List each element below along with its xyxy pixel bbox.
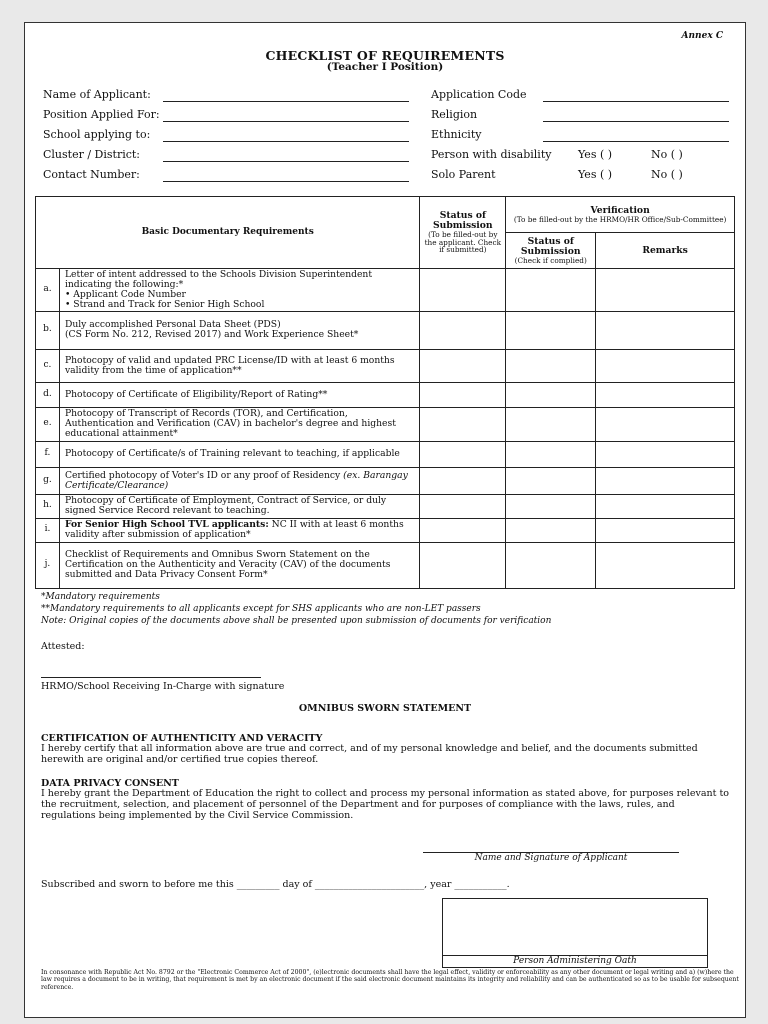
- header-status2-title: Status of Submission: [520, 235, 581, 257]
- remarks-cell[interactable]: [596, 518, 735, 542]
- status-cell[interactable]: [420, 467, 506, 494]
- application-code-input-line[interactable]: [543, 101, 729, 102]
- table-row: [36, 407, 735, 441]
- row-text-line: Photocopy of Certificate/s of Training relevant to teaching, if applicable: [64, 448, 400, 460]
- hrmo-signature-line[interactable]: [41, 677, 261, 678]
- page-title: CHECKLIST OF REQUIREMENTS: [265, 48, 505, 63]
- status-cell[interactable]: [420, 269, 506, 312]
- cluster-input-line[interactable]: [163, 161, 409, 162]
- remarks-cell[interactable]: [596, 349, 735, 382]
- status-cell[interactable]: [420, 349, 506, 382]
- row-letter: b.: [36, 311, 60, 349]
- sworn-statement: Subscribed and sworn to before me this _________ day of _______________________, year ___________.: [41, 879, 510, 890]
- verification-status-cell[interactable]: [506, 382, 596, 407]
- remarks-cell[interactable]: [596, 382, 735, 407]
- row-text-line: • Strand and Track for Senior High School: [64, 298, 265, 310]
- row-text-line: NC II with at least 6 months validity after submission of application*: [64, 519, 404, 541]
- verification-status-cell[interactable]: [506, 269, 596, 312]
- privacy-text: I hereby grant the Department of Education the right to collect and process my personal information as stated above, for purposes relevant to the recruitment, selection, and placement of personnel of the Department and for purposes of compliance with the laws, rules, and regulations being implemented by the Civil Service Commission.: [41, 788, 729, 821]
- solo-no-option[interactable]: No ( ): [651, 168, 683, 181]
- requirements-table: [35, 196, 735, 589]
- verification-status-cell[interactable]: [506, 349, 596, 382]
- verification-status-cell[interactable]: [506, 542, 596, 588]
- header-basic-requirements: Basic Documentary Requirements: [36, 197, 420, 269]
- row-text-line: Photocopy of Certificate of Employment, Contract of Service, or duly signed Service Record relevant to teaching.: [64, 495, 387, 517]
- solo-yes-option[interactable]: Yes ( ): [578, 168, 613, 181]
- status-cell[interactable]: [420, 518, 506, 542]
- table-row: [36, 542, 735, 588]
- remarks-cell[interactable]: [596, 269, 735, 312]
- table-row: [36, 441, 735, 467]
- header-remarks: Remarks: [596, 233, 735, 269]
- label-school: School applying to:: [43, 128, 151, 141]
- row-text-line: • Applicant Code Number: [64, 288, 186, 300]
- row-description: [59, 494, 419, 518]
- row-letter: a.: [36, 269, 60, 312]
- verification-status-cell[interactable]: [506, 311, 596, 349]
- form-page: [24, 22, 746, 1018]
- row-letter: j.: [36, 542, 60, 588]
- label-solo-parent: Solo Parent: [431, 168, 496, 181]
- verification-status-cell[interactable]: [506, 407, 596, 441]
- status-cell[interactable]: [420, 542, 506, 588]
- page-subtitle: (Teacher I Position): [326, 61, 444, 73]
- row-description: [59, 467, 419, 494]
- row-letter: i.: [36, 518, 60, 542]
- note-original-copies: Note: Original copies of the documents above shall be presented upon submission of documents for verification: [41, 616, 552, 626]
- label-contact: Contact Number:: [43, 168, 140, 181]
- verification-status-cell[interactable]: [506, 467, 596, 494]
- remarks-cell[interactable]: [596, 542, 735, 588]
- religion-input-line[interactable]: [543, 121, 729, 122]
- row-text-line: Checklist of Requirements and Omnibus Sworn Statement on the Certification on the Authenticity and Veracity (CAV) of the documents submitted and Data Privacy Consent Form*: [64, 549, 391, 581]
- row-description: [59, 518, 419, 542]
- verification-status-cell[interactable]: [506, 441, 596, 467]
- label-pwd: Person with disability: [431, 148, 552, 161]
- omnibus-title: OMNIBUS SWORN STATEMENT: [298, 703, 472, 714]
- name-input-line[interactable]: [163, 101, 409, 102]
- position-input-line[interactable]: [163, 121, 409, 122]
- header-verification-note: (To be filled-out by the HRMO/HR Office/Sub-Committee): [513, 214, 727, 224]
- verification-status-cell[interactable]: [506, 494, 596, 518]
- row-description: [59, 441, 419, 467]
- table-row: [36, 467, 735, 494]
- label-position: Position Applied For:: [43, 108, 160, 121]
- row-description: [59, 407, 419, 441]
- oath-label: Person Administering Oath: [442, 955, 708, 966]
- row-text-line: (CS Form No. 212, Revised 2017) and Work Experience Sheet*: [64, 329, 359, 341]
- remarks-cell[interactable]: [596, 494, 735, 518]
- cav-text: I hereby certify that all information above are true and correct, and of my personal knowledge and belief, and the documents submitted herewith are original and/or certified true copies thereof.: [41, 743, 698, 765]
- attested-label: Attested:: [41, 641, 85, 652]
- note-mandatory: *Mandatory requirements: [41, 592, 160, 602]
- row-text-line: Photocopy of valid and updated PRC License/ID with at least 6 months validity from the time of application**: [64, 354, 395, 376]
- table-row: [36, 494, 735, 518]
- row-letter: g.: [36, 467, 60, 494]
- table-row: [36, 349, 735, 382]
- note-mandatory-except: **Mandatory requirements to all applicants except for SHS applicants who are non-LET passers: [41, 604, 481, 614]
- remarks-cell[interactable]: [596, 311, 735, 349]
- hrmo-label: HRMO/School Receiving In-Charge with signature: [41, 681, 285, 692]
- remarks-cell[interactable]: [596, 407, 735, 441]
- signature-label: Name and Signature of Applicant: [474, 853, 628, 863]
- verification-status-cell[interactable]: [506, 518, 596, 542]
- row-description: [59, 311, 419, 349]
- table-row: [36, 269, 735, 312]
- label-ethnicity: Ethnicity: [431, 128, 482, 141]
- row-letter: e.: [36, 407, 60, 441]
- header-status-title: Status of Submission: [433, 209, 493, 231]
- remarks-cell[interactable]: [596, 441, 735, 467]
- privacy-heading: DATA PRIVACY CONSENT: [41, 778, 179, 789]
- contact-input-line[interactable]: [163, 181, 409, 182]
- row-description: [59, 349, 419, 382]
- label-name: Name of Applicant:: [43, 88, 151, 101]
- label-application-code: Application Code: [431, 88, 527, 101]
- row-letter: c.: [36, 349, 60, 382]
- header-status-note: (To be filled-out by the applicant. Check if submitted): [424, 229, 502, 255]
- table-row: [36, 518, 735, 542]
- row-text-line: Photocopy of Certificate of Eligibility/Report of Rating**: [64, 388, 328, 400]
- cav-heading: CERTIFICATION OF AUTHENTICITY AND VERACITY: [41, 733, 323, 744]
- remarks-cell[interactable]: [596, 467, 735, 494]
- row-letter: h.: [36, 494, 60, 518]
- row-text-line: Certified photocopy of Voter's ID or any proof of Residency: [64, 469, 341, 481]
- table-row: [36, 311, 735, 349]
- row-description: [59, 382, 419, 407]
- table-row: [36, 382, 735, 407]
- header-status: [420, 197, 506, 269]
- status-cell[interactable]: [420, 494, 506, 518]
- legal-footer: In consonance with Republic Act No. 8792 or the "Electronic Commerce Act of 2000", (e)lectronic documents shall have the legal effect, validity or enforceability as any other document or legal writing and a) (w)here the law requires a document to be in writing, that requirement is met by an electronic document if the said electronic document maintains its integrity and reliability and can be authenticated so as to be usable for subsequent reference.: [41, 969, 739, 991]
- status-cell[interactable]: [420, 441, 506, 467]
- row-letter: f.: [36, 441, 60, 467]
- row-text-line: Duly accomplished Personal Data Sheet (PDS): [64, 319, 281, 331]
- header-status2: [506, 233, 596, 269]
- status-cell[interactable]: [420, 311, 506, 349]
- label-religion: Religion: [431, 108, 478, 121]
- header-verification: [506, 197, 735, 233]
- ethnicity-input-line[interactable]: [543, 141, 729, 142]
- header-status2-note: (Check if complied): [514, 255, 587, 265]
- status-cell[interactable]: [420, 382, 506, 407]
- row-letter: d.: [36, 382, 60, 407]
- row-description: [59, 542, 419, 588]
- pwd-yes-option[interactable]: Yes ( ): [578, 148, 613, 161]
- row-text-line: Photocopy of Transcript of Records (TOR), and Certification, Authentication and Verification (CAV) in bachelor's degree and highest educational attainment*: [64, 408, 396, 440]
- label-cluster: Cluster / District:: [43, 148, 141, 161]
- pwd-no-option[interactable]: No ( ): [651, 148, 683, 161]
- school-input-line[interactable]: [163, 141, 409, 142]
- row-bold-text: For Senior High School TVL applicants:: [64, 519, 269, 531]
- status-cell[interactable]: [420, 407, 506, 441]
- header-verification-title: Verification: [590, 204, 650, 216]
- row-description: [59, 269, 419, 312]
- row-text-line: Letter of intent addressed to the Schools Division Superintendent indicating the following:*: [64, 269, 373, 290]
- row-italic-text: (ex. Barangay Certificate/Clearance): [64, 469, 408, 491]
- annex-label: Annex C: [681, 31, 723, 41]
